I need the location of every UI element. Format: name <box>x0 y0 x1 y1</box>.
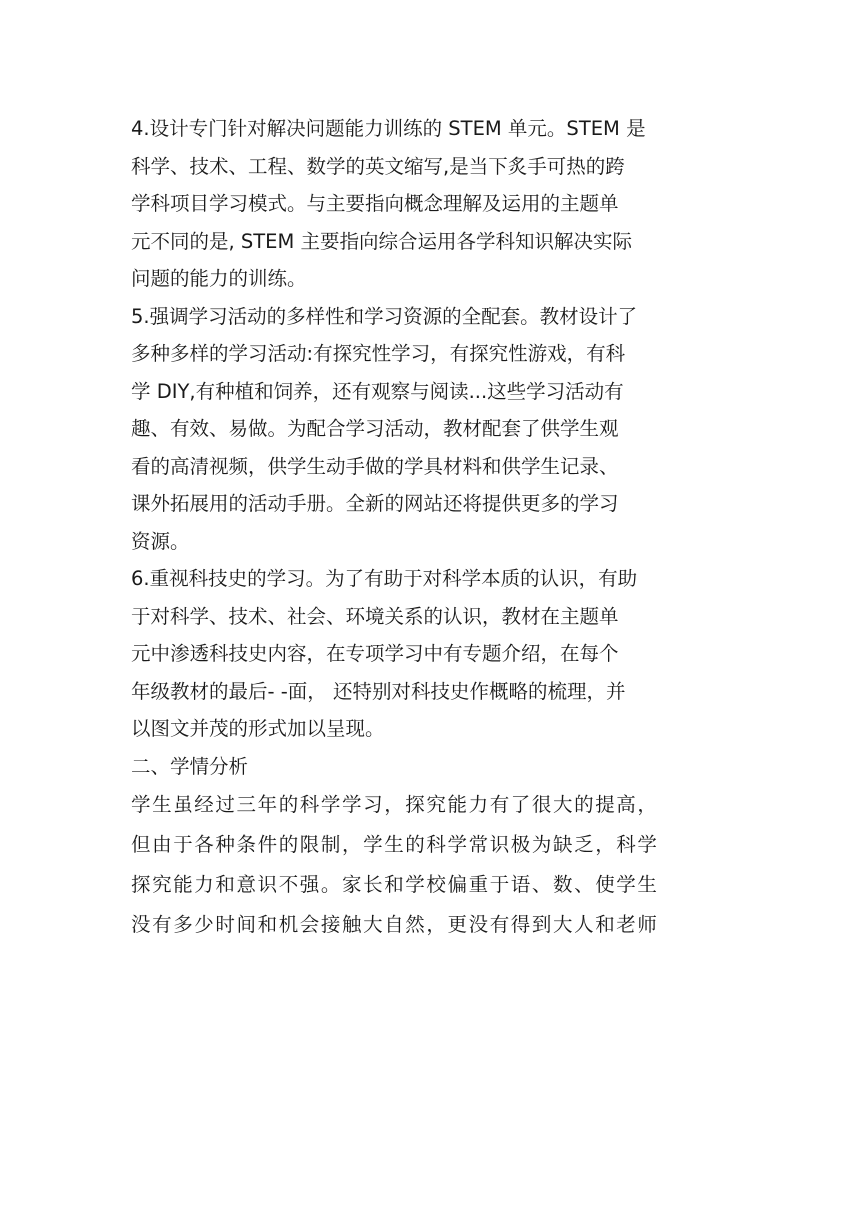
text-line: 问题的能力的训练。 <box>131 267 307 290</box>
text-line: 于对科学、技术、社会、环境关系的认识，教材在主题单 <box>131 604 619 628</box>
document-page <box>131 110 731 945</box>
text-line: 年级教材的最后- -面， 还特别对科技史作概略的梳理，并 <box>131 679 626 703</box>
text-line: 学科项目学习模式。与主要指向概念理解及运用的主题单 <box>131 192 619 215</box>
text-line: 学生虽经过三年的科学学习，探究能力有了很大的提高， <box>131 793 659 816</box>
paragraph-item-4 <box>131 110 731 298</box>
text-line: 元中渗透科技史内容，在专项学习中有专题介绍，在每个 <box>131 642 619 665</box>
text-line: 没有多少时间和机会接触大自然，更没有得到大人和老师 <box>131 913 659 936</box>
text-line: 4.设计专门针对解决问题能力训练的 STEM 单元。STEM 是 <box>131 117 646 140</box>
section-heading: 二、学情分析 <box>131 754 249 778</box>
paragraph-item-6 <box>131 560 731 748</box>
text-line: 6.重视科技史的学习。为了有助于对科学本质的认识，有助 <box>131 567 638 590</box>
paragraph-learning-analysis <box>131 785 731 945</box>
text-line: 但由于各种条件的限制，学生的科学常识极为缺乏，科学 <box>131 833 659 856</box>
text-line: 以图文并茂的形式加以呈现。 <box>131 717 385 740</box>
text-line: 看的高清视频，供学生动手做的学具材料和供学生记录、 <box>131 454 619 478</box>
text-line: 5.强调学习活动的多样性和学习资源的全配套。教材设计了 <box>131 304 638 328</box>
text-line: 趣、有效、易做。为配合学习活动，教材配套了供学生观 <box>131 417 619 440</box>
text-line: 元不同的是, STEM 主要指向综合运用各学科知识解决实际 <box>131 229 633 253</box>
text-line: 探究能力和意识不强。家长和学校偏重于语、数、使学生 <box>131 873 659 896</box>
paragraph-item-5 <box>131 298 731 561</box>
text-line: 学 DIY,有种植和饲养，还有观察与阅读...这些学习活动有 <box>131 379 624 403</box>
text-line: 多种多样的学习活动:有探究性学习，有探究性游戏，有科 <box>131 342 626 365</box>
text-line: 课外拓展用的活动手册。全新的网站还将提供更多的学习 <box>131 492 619 515</box>
text-line: 科学、技术、工程、数学的英文缩写,是当下炙手可热的跨 <box>131 154 625 178</box>
text-line: 资源。 <box>131 529 190 553</box>
